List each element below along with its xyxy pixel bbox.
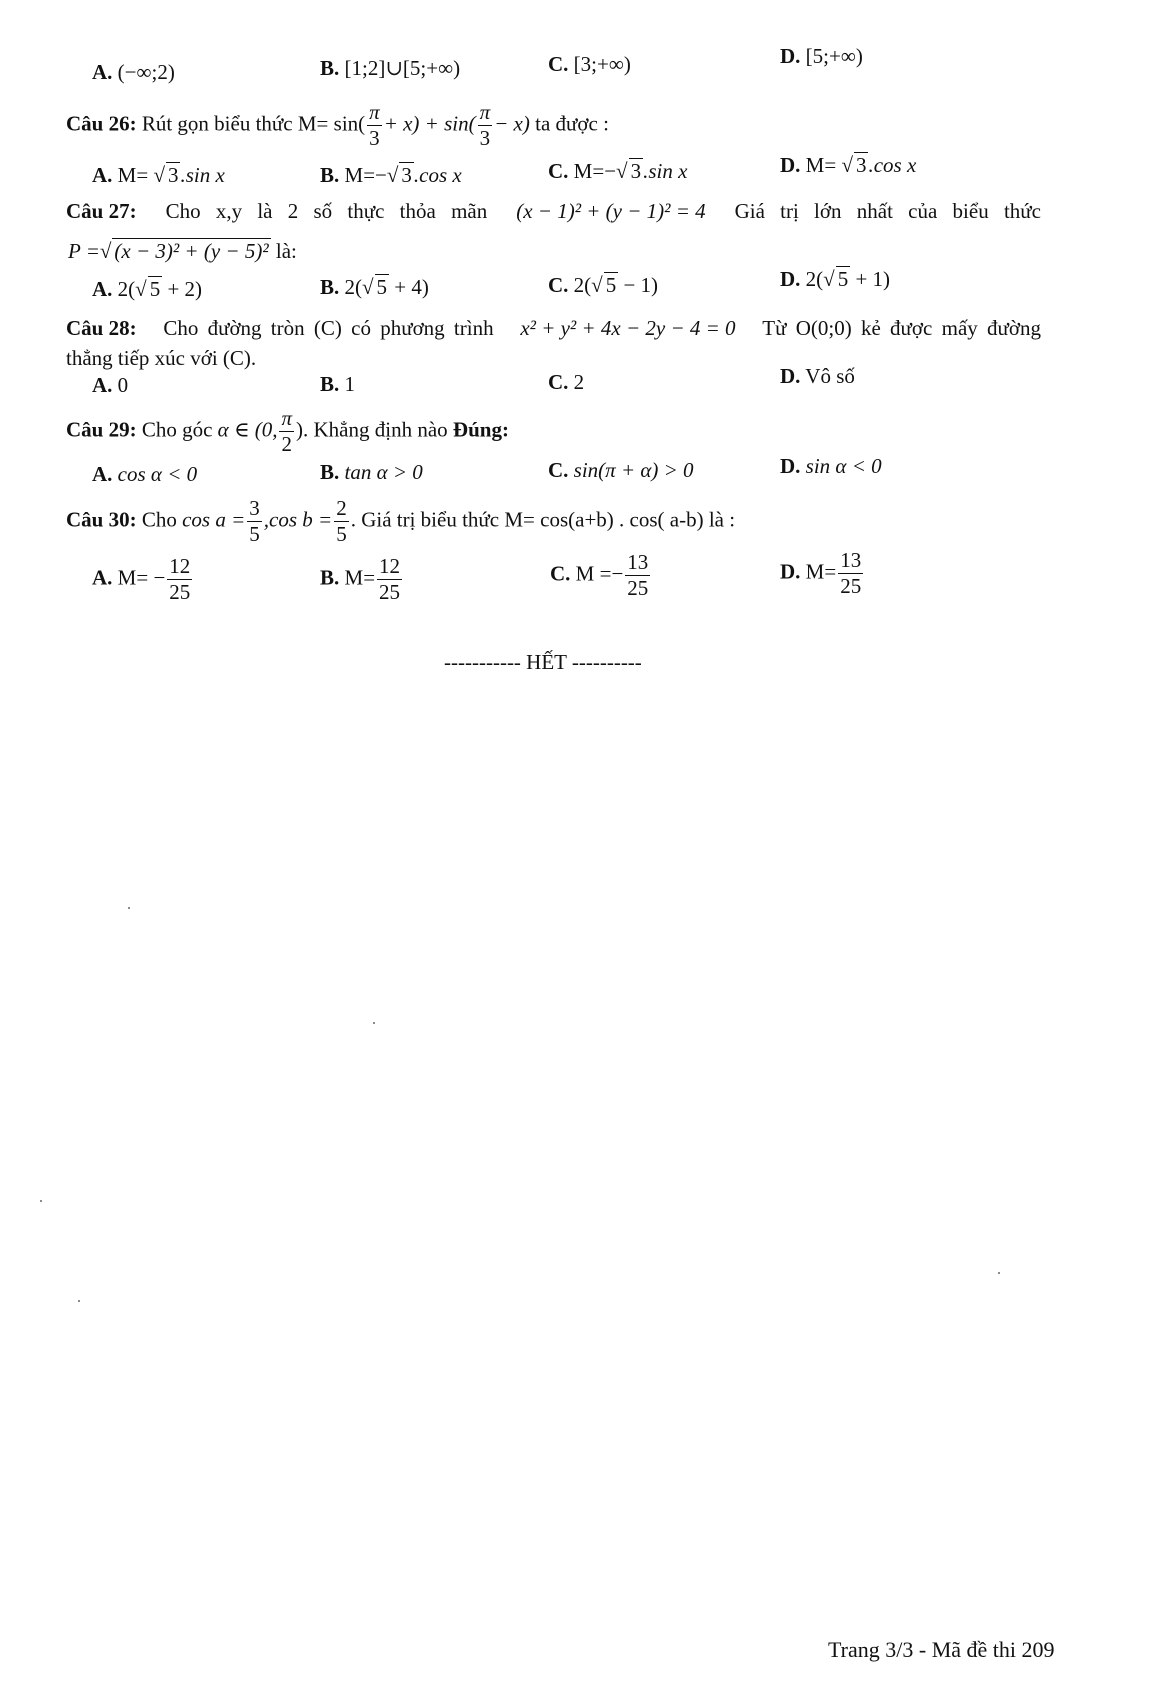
q26-option-a: A. M= √ 3.sin x bbox=[92, 163, 225, 187]
scan-speck bbox=[40, 1200, 42, 1202]
q25-option-c: C. [3;+∞) bbox=[548, 52, 631, 76]
q27-option-a: A. 2(√ 5 + 2) bbox=[92, 277, 203, 301]
q28-option-b: B. 1 bbox=[320, 372, 356, 396]
q29-option-b: B. tan α > 0 bbox=[320, 460, 423, 484]
q29-option-d: D. sin α < 0 bbox=[780, 454, 882, 478]
q25-option-b: B. [1;2]∪[5;+∞) bbox=[320, 56, 461, 80]
answer-fraction: $\frac{12}{25}$ bbox=[379, 554, 401, 604]
question-27-stem: Câu 27: Cho x,y là 2 số thực thỏa mãn (x − 1)² + (y − 1)² = 4 Giá trị lớn nhất của biểu thức bbox=[66, 199, 1041, 223]
question-30-stem: Câu 30: Cho cos a = $\frac{3}{5}$ ,cos b = $\frac{2}{5}$ . Giá trị biểu thức M= cos(a+b) . cos( a-b) là : bbox=[66, 496, 736, 546]
scan-speck bbox=[128, 907, 130, 909]
question-29-stem: Câu 29: Cho góc α ∈ (0, $\frac{\pi}{2}$ ). Khẳng định nào Đúng: bbox=[66, 406, 509, 456]
pi-over-3-fraction: $\frac{\pi}{3}$ bbox=[479, 100, 491, 150]
q27-option-c: C. 2(√ 5 − 1) bbox=[548, 273, 659, 297]
q28-option-c: C. 2 bbox=[548, 370, 585, 394]
q26-option-b: B. M=−√ 3.cos x bbox=[320, 163, 462, 187]
scan-speck bbox=[373, 1022, 375, 1024]
q25-option-a: A. (−∞;2) bbox=[92, 60, 175, 84]
q30-option-c: C. M =− $\frac{13}{25}$ bbox=[550, 550, 649, 600]
two-fifths-fraction: $\frac{2}{5}$ bbox=[336, 496, 347, 546]
end-marker: ----------- HẾT ---------- bbox=[444, 650, 642, 674]
pi-over-3-fraction: $\frac{\pi}{3}$ bbox=[369, 100, 380, 150]
answer-fraction: $\frac{13}{25}$ bbox=[627, 550, 649, 600]
q29-option-c: C. sin(π + α) > 0 bbox=[548, 458, 694, 482]
question-26-stem: Câu 26: Rút gọn biểu thức M= sin( $\frac{\pi}{3}$ + x) + sin( $\frac{\pi}{3}$ − x) ta được : bbox=[66, 100, 609, 150]
answer-fraction: $\frac{13}{25}$ bbox=[840, 548, 862, 598]
q26-option-c: C. M=−√ 3.sin x bbox=[548, 159, 688, 183]
question-27-p-expression: P =√ (x − 3)² + (y − 5)² là: bbox=[68, 239, 297, 263]
pi-over-2-fraction: $\frac{\pi}{2}$ bbox=[281, 406, 293, 456]
scan-speck bbox=[78, 1300, 80, 1302]
question-28-stem: Câu 28: Cho đường tròn (C) có phương trình x² + y² + 4x − 2y − 4 = 0 Từ O(0;0) kẻ được mấy đường bbox=[66, 316, 1041, 340]
q26-option-d: D. M= √ 3.cos x bbox=[780, 153, 917, 177]
three-fifths-fraction: $\frac{3}{5}$ bbox=[249, 496, 260, 546]
question-28-line2: thẳng tiếp xúc với (C). bbox=[66, 346, 257, 370]
q28-option-d: D. Vô số bbox=[780, 364, 855, 388]
q30-option-a: A. M= − $\frac{12}{25}$ bbox=[92, 554, 191, 604]
page-footer: Trang 3/3 - Mã đề thi 209 bbox=[828, 1637, 1055, 1662]
q29-option-a: A. cos α < 0 bbox=[92, 462, 198, 486]
q27-option-d: D. 2(√ 5 + 1) bbox=[780, 267, 891, 291]
answer-fraction: $\frac{12}{25}$ bbox=[169, 554, 191, 604]
q27-option-b: B. 2(√ 5 + 4) bbox=[320, 275, 429, 299]
scan-speck bbox=[998, 1272, 1000, 1274]
q25-option-d: D. [5;+∞) bbox=[780, 44, 863, 68]
q28-option-a: A. 0 bbox=[92, 373, 129, 397]
q30-option-d: D. M= $\frac{13}{25}$ bbox=[780, 548, 862, 598]
q30-option-b: B. M= $\frac{12}{25}$ bbox=[320, 554, 401, 604]
